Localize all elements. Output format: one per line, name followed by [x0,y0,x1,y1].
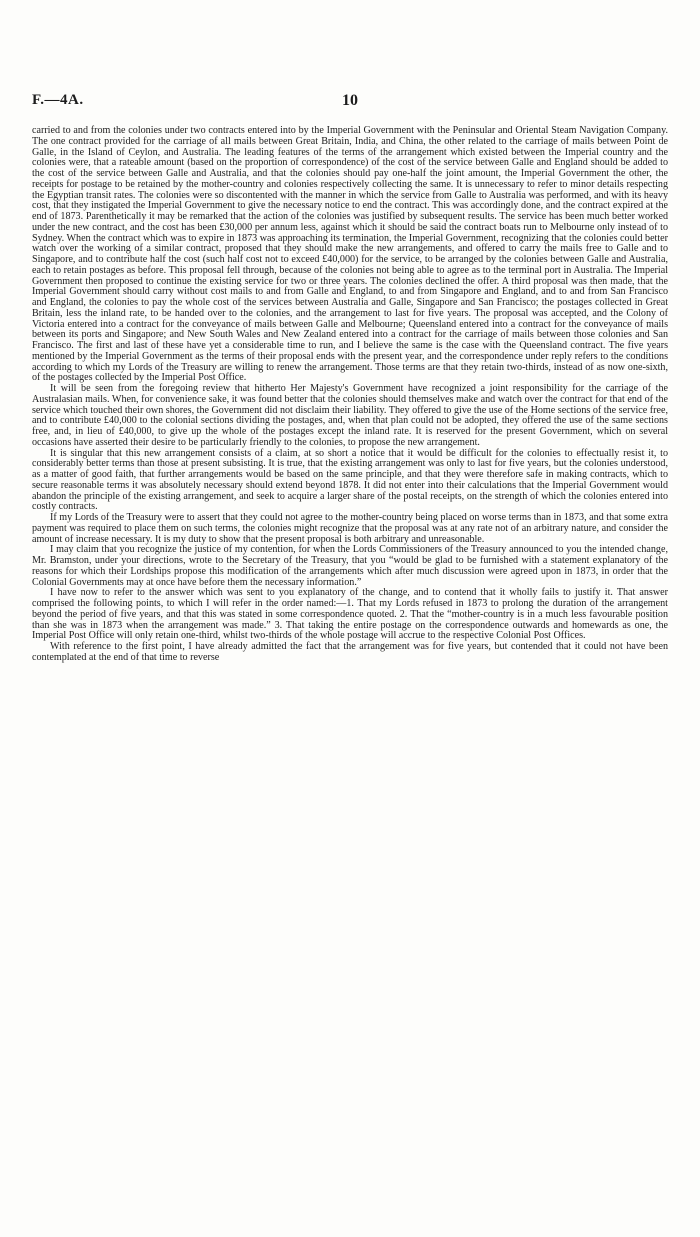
paragraph: carried to and from the colonies under two contracts entered into by the Imperial Government with the Peninsular and Oriental Steam Navigation Company. The one contract provided for the carriage of all mails between Great Britain, India, and China, the other related to the carriage of mails between Point de Galle, in the Island of Ceylon, and Australia. The leading features of the terms of the arrangement which existed between the Imperial country and the colonies were, that a rateable amount (based on the proportion of correspondence) of the cost of the service between Galle and England should be added to the cost of the service between Galle and Australia, and that the colonies should pay one-half the joint amount, the Imperial Government the other, the receipts for postage to be retained by the mother-country and colonies respectively collecting the same. It is unnecessary to refer to minor details respecting the Egyptian transit rates. The colonies were so discontented with the manner in which the service from Galle to Australia was performed, and with its heavy cost, that they instigated the Imperial Government to give the necessary notice to end the contract. This was accordingly done, and the contract expired at the end of 1873. Parenthetically it may be remarked that the action of the colonies was justified by subsequent results. The service has been much better worked under the new contract, and the cost has been £30,000 per annum less, against which it should be said the contract boats run to Melbourne only instead of to Sydney. When the contract which was to expire in 1873 was approaching its termination, the Imperial Government, recognizing that the colonies could better watch over the working of a similar contract, proposed that they should make the new arrangements, and offered to carry the mails free to Galle and to Singapore, and to contribute half the cost (such half cost not to exceed £40,000) for the service, to be arranged by the colonies between Galle and Australia, each to retain postages as before. This proposal fell through, because of the colonies not being able to agree as to the terminal port in Australia. The Imperial Government then proposed to continue the existing service for two or three years. The colonies declined the offer. A third proposal was then made, that the Imperial Government should carry without cost mails to and from Galle and England, to and from Singapore and England, and to and from San Francisco and England, the colonies to pay the whole cost of the services between Australia and Galle, Singapore and San Francisco; the postages collected in Great Britain, less the inland rate, to be handed over to the colonies, and the arrangement to last for five years. The proposal was accepted, and the Colony of Victoria entered into a contract for the conveyance of mails between Galle and Melbourne; Queensland entered into a contract for the conveyance of mails between its ports and Singapore; and New South Wales and New Zealand entered into a contract for the carriage of mails between those colonies and San Francisco. The first and last of these have yet a considerable time to run, and I believe the same is the case with the Queensland contract. The five years mentioned by the Imperial Government as the terms of their proposal ends with the present year, and the correspondence under reply refers to the conditions according to which my Lords of the Treasury are willing to renew the arrangement. Those terms are that they retain two-thirds, instead of as now one-sixth, of the postages collected by the Imperial Post Office. [32,125,668,384]
body-text [32,126,668,664]
page-number: 10 [342,92,358,109]
document-reference: F.—4A. [32,92,84,108]
paragraph: It will be seen from the foregoing review that hitherto Her Majesty's Government have recognized a joint responsibility for the carriage of the Australasian mails. When, for convenience sake, it was found better that the colonies should themselves make and watch over the contract for that end of the service which touched their own shores, the Government did not disclaim their liability. They offered to give the use of the Home sections of the service free, and to contribute £40,000 to the colonial sections dividing the postages, and, when that plan could not be adopted, they offered the use of the same sections free, and, in lieu of £40,000, to give up the whole of the postages except the inland rate. It is reserved for the present Government, which on several occasions have asserted their desire to be particularly friendly to the colonies, to propose the new arrangement. [32,383,668,448]
page-header [32,92,668,114]
paragraph: If my Lords of the Treasury were to assert that they could not agree to the mother-country being placed on worse terms than in 1873, and that some extra payment was required to place them on such terms, the colonies might recognize that the proposal was at any rate not of an arbitrary nature, and consider the amount of increase necessary. It is my duty to show that the present proposal is both arbitrary and unreasonable. [32,512,668,545]
paragraph: I have now to refer to the answer which was sent to you explanatory of the change, and to contend that it wholly fails to justify it. That answer comprised the following points, to which I will refer in the order named:—1. That my Lords refused in 1873 to prolong the duration of the arrangement beyond the period of five years, and that this was stated in some correspondence quoted. 2. That the “mother-country is in a much less favourable position than she was in 1873 when the arrangement was made.” 3. That taking the entire postage on the correspondence outwards and homewards as one, the Imperial Post Office will only retain one-third, whilst two-thirds of the whole postage will accrue to the respective Colonial Post Offices. [32,587,668,642]
paragraph: I may claim that you recognize the justice of my contention, for when the Lords Commissioners of the Treasury announced to you the intended change, Mr. Bramston, under your directions, wrote to the Secretary of the Treasury, that you “would be glad to be furnished with a statement explanatory of the reasons for which their Lordships propose this modification of the arrangements which after much discussion were agreed upon in 1873, in order that the Colonial Governments may at once have before them the necessary information.” [32,544,668,588]
paragraph: It is singular that this new arrangement consists of a claim, at so short a notice that it would be difficult for the colonies to effectually resist it, to considerably better terms than those at present subsisting. It is true, that the existing arrangement was only to last for five years, but the colonies understood, as a matter of good faith, that further arrangements would be based on the same principle, and that they were therefore safe in making contracts, which to secure reasonable terms it was absolutely necessary should extend beyond 1878. It did not enter into their calculations that the Imperial Government would abandon the principle of the existing arrangement, and seek to acquire a larger share of the postal receipts, on the strength of which the colonies entered into costly contracts. [32,447,668,513]
paragraph: With reference to the first point, I have already admitted the fact that the arrangement was for five years, but contended that it could not have been contemplated at the end of that time to reverse [32,641,668,663]
